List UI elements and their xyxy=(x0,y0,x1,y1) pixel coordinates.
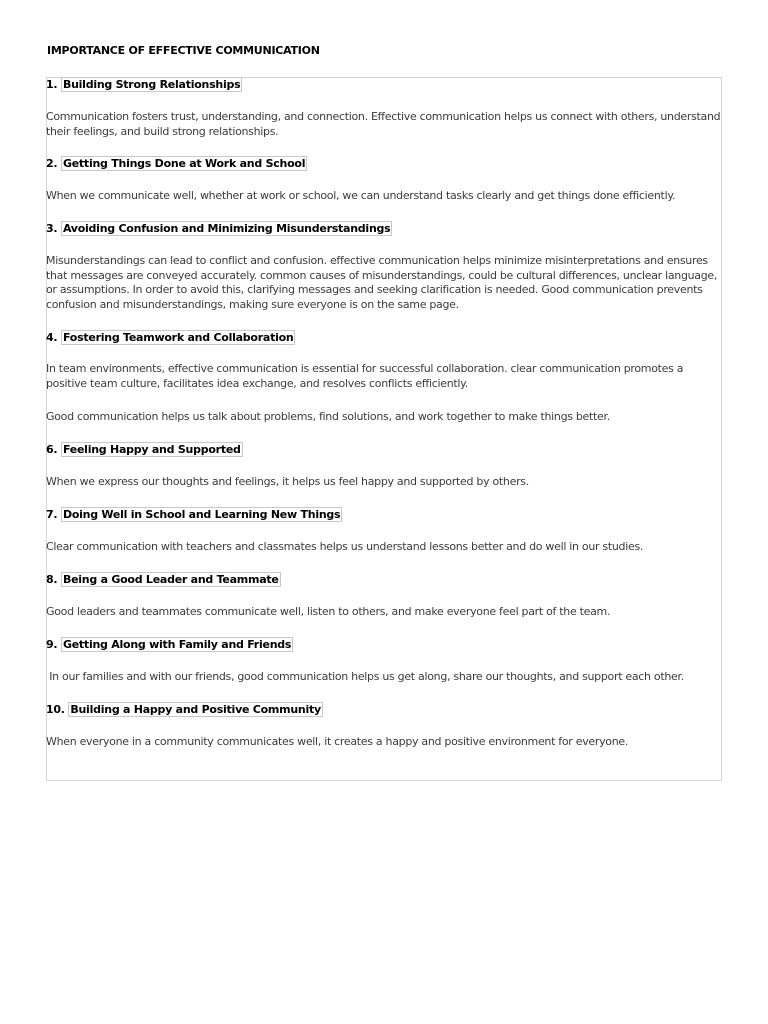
section-heading-6 xyxy=(46,443,243,457)
section-heading-10 xyxy=(46,703,323,717)
section-paragraph-4: In team environments, effective communication is essential for successful collaboration. clear communication promotes a positive team culture, facilitates idea exchange, and resolves conflicts efficiently. xyxy=(46,362,687,390)
section-heading-text: Getting Along with Family and Friends xyxy=(62,638,292,651)
section-number: 10. xyxy=(46,703,65,716)
section-paragraph-8: Good leaders and teammates communicate well, listen to others, and make everyone feel part of the team. xyxy=(46,605,611,618)
section-number: 3. xyxy=(46,222,58,235)
section-paragraph-7: Clear communication with teachers and classmates helps us understand lessons better and do well in our studies. xyxy=(46,540,644,553)
section-paragraph-9: In our families and with our friends, good communication helps us get along, share our thoughts, and support each other. xyxy=(46,670,684,683)
document-title: IMPORTANCE OF EFFECTIVE COMMUNICATION xyxy=(47,44,320,57)
section-number: 1. xyxy=(46,78,58,91)
section-number: 8. xyxy=(46,573,58,586)
section-number: 6. xyxy=(46,443,58,456)
section-number: 2. xyxy=(46,157,58,170)
section-heading-text: Doing Well in School and Learning New Things xyxy=(62,508,341,521)
section-heading-9 xyxy=(46,638,293,652)
section-heading-3 xyxy=(46,222,392,236)
section-paragraph-2: When we communicate well, whether at work or school, we can understand tasks clearly and get things done efficiently. xyxy=(46,189,676,202)
section-heading-1 xyxy=(46,78,242,92)
section-paragraph-10: When everyone in a community communicates well, it creates a happy and positive environment for everyone. xyxy=(46,735,629,748)
section-paragraph-3: Misunderstandings can lead to conflict and confusion. effective communication helps minimize misinterpretations and ensures that messages are conveyed accurately. common causes of misunderstandings, could be cultural differences, unclear language, or assumptions. In order to avoid this, clarifying messages and seeking clarification is needed. Good communication prevents confusion and misunderstandings, making sure everyone is on the same page. xyxy=(46,254,721,311)
section-heading-8 xyxy=(46,573,281,587)
section-heading-7 xyxy=(46,508,342,522)
section-number: 9. xyxy=(46,638,58,651)
section-paragraph-1: Communication fosters trust, understanding, and connection. Effective communication helps us connect with others, understand their feelings, and build strong relationships. xyxy=(46,110,724,138)
section-heading-2 xyxy=(46,157,307,171)
section-paragraph-6: When we express our thoughts and feelings, it helps us feel happy and supported by others. xyxy=(46,475,529,488)
section-heading-text: Building a Happy and Positive Community xyxy=(70,703,321,716)
section-heading-text: Getting Things Done at Work and School xyxy=(62,157,306,170)
section-heading-text: Building Strong Relationships xyxy=(62,78,241,91)
section-heading-text: Feeling Happy and Supported xyxy=(62,443,241,456)
section-heading-text: Fostering Teamwork and Collaboration xyxy=(62,331,294,344)
section-heading-4 xyxy=(46,331,295,345)
section-paragraph-4b: Good communication helps us talk about problems, find solutions, and work together to make things better. xyxy=(46,410,610,423)
section-heading-text: Avoiding Confusion and Minimizing Misunderstandings xyxy=(62,222,391,235)
section-number: 4. xyxy=(46,331,58,344)
section-number: 7. xyxy=(46,508,58,521)
section-heading-text: Being a Good Leader and Teammate xyxy=(62,573,279,586)
